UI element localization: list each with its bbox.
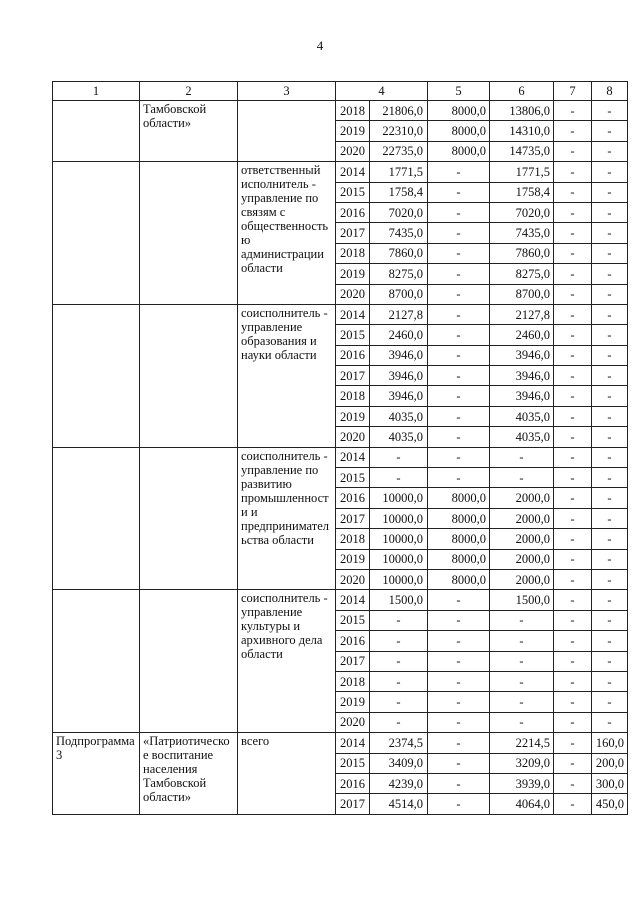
- other-cell: -: [592, 264, 628, 284]
- local-cell: -: [554, 447, 592, 467]
- regional-cell: 2000,0: [490, 549, 554, 569]
- table-row: [53, 304, 628, 324]
- federal-cell: -: [428, 223, 490, 243]
- year-cell: 2019: [336, 549, 370, 569]
- local-cell: -: [554, 325, 592, 345]
- regional-cell: 4035,0: [490, 406, 554, 426]
- other-cell: -: [592, 182, 628, 202]
- year-cell: 2016: [336, 631, 370, 651]
- regional-cell: 3939,0: [490, 773, 554, 793]
- federal-cell: -: [428, 692, 490, 712]
- column-header-8: 8: [592, 82, 628, 101]
- table-body: [53, 101, 628, 815]
- total-cell: 7435,0: [370, 223, 428, 243]
- other-cell: -: [592, 162, 628, 182]
- local-cell: -: [554, 508, 592, 528]
- federal-cell: 8000,0: [428, 529, 490, 549]
- year-cell: 2018: [336, 243, 370, 263]
- total-cell: 3946,0: [370, 345, 428, 365]
- description-cell: «Патриотическое воспитание населения Тамбовской области»: [140, 733, 238, 815]
- total-cell: -: [370, 610, 428, 630]
- total-cell: -: [370, 631, 428, 651]
- regional-cell: 2460,0: [490, 325, 554, 345]
- total-cell: 4035,0: [370, 427, 428, 447]
- regional-cell: 2000,0: [490, 488, 554, 508]
- page-number: 4: [316, 38, 324, 53]
- local-cell: -: [554, 488, 592, 508]
- total-cell: 3409,0: [370, 753, 428, 773]
- table-row: [53, 447, 628, 467]
- local-cell: -: [554, 264, 592, 284]
- year-cell: 2019: [336, 406, 370, 426]
- other-cell: -: [592, 325, 628, 345]
- local-cell: -: [554, 529, 592, 549]
- other-cell: -: [592, 304, 628, 324]
- total-cell: 1500,0: [370, 590, 428, 610]
- local-cell: -: [554, 671, 592, 691]
- other-cell: -: [592, 447, 628, 467]
- total-cell: 8275,0: [370, 264, 428, 284]
- federal-cell: -: [428, 162, 490, 182]
- federal-cell: -: [428, 304, 490, 324]
- other-cell: 300,0: [592, 773, 628, 793]
- description-cell: [140, 162, 238, 305]
- local-cell: -: [554, 651, 592, 671]
- regional-cell: -: [490, 692, 554, 712]
- federal-cell: -: [428, 264, 490, 284]
- column-header-6: 6: [490, 82, 554, 101]
- regional-cell: 13806,0: [490, 101, 554, 121]
- federal-cell: -: [428, 651, 490, 671]
- federal-cell: -: [428, 325, 490, 345]
- federal-cell: 8000,0: [428, 141, 490, 161]
- regional-cell: -: [490, 671, 554, 691]
- year-cell: 2017: [336, 508, 370, 528]
- regional-cell: 7860,0: [490, 243, 554, 263]
- regional-cell: 2214,5: [490, 733, 554, 753]
- federal-cell: -: [428, 386, 490, 406]
- regional-cell: 7435,0: [490, 223, 554, 243]
- year-cell: 2019: [336, 121, 370, 141]
- other-cell: -: [592, 671, 628, 691]
- table-row: [53, 162, 628, 182]
- total-cell: 7860,0: [370, 243, 428, 263]
- table-header: [53, 82, 628, 101]
- federal-cell: -: [428, 773, 490, 793]
- year-cell: 2018: [336, 671, 370, 691]
- federal-cell: -: [428, 712, 490, 732]
- other-cell: 200,0: [592, 753, 628, 773]
- federal-cell: 8000,0: [428, 121, 490, 141]
- year-cell: 2014: [336, 304, 370, 324]
- year-cell: 2020: [336, 141, 370, 161]
- other-cell: -: [592, 406, 628, 426]
- executor-cell: соисполнитель - управление по развитию промышленности и предпринимательства области: [238, 447, 336, 590]
- year-cell: 2017: [336, 223, 370, 243]
- regional-cell: -: [490, 712, 554, 732]
- local-cell: -: [554, 101, 592, 121]
- other-cell: -: [592, 427, 628, 447]
- other-cell: -: [592, 223, 628, 243]
- local-cell: -: [554, 631, 592, 651]
- local-cell: -: [554, 427, 592, 447]
- local-cell: -: [554, 345, 592, 365]
- other-cell: -: [592, 202, 628, 222]
- regional-cell: 2000,0: [490, 569, 554, 589]
- total-cell: 2127,8: [370, 304, 428, 324]
- year-cell: 2014: [336, 162, 370, 182]
- regional-cell: 8275,0: [490, 264, 554, 284]
- regional-cell: 8700,0: [490, 284, 554, 304]
- year-cell: 2016: [336, 345, 370, 365]
- year-cell: 2014: [336, 733, 370, 753]
- year-cell: 2016: [336, 202, 370, 222]
- table-row: [53, 101, 628, 121]
- other-cell: -: [592, 631, 628, 651]
- program-cell: [53, 162, 140, 305]
- regional-cell: 2000,0: [490, 508, 554, 528]
- regional-cell: -: [490, 447, 554, 467]
- local-cell: -: [554, 182, 592, 202]
- federal-cell: -: [428, 243, 490, 263]
- year-cell: 2020: [336, 284, 370, 304]
- description-cell: [140, 304, 238, 447]
- total-cell: -: [370, 468, 428, 488]
- regional-cell: 14310,0: [490, 121, 554, 141]
- local-cell: -: [554, 162, 592, 182]
- year-cell: 2018: [336, 386, 370, 406]
- regional-cell: 7020,0: [490, 202, 554, 222]
- regional-cell: 3946,0: [490, 366, 554, 386]
- year-cell: 2015: [336, 753, 370, 773]
- local-cell: -: [554, 284, 592, 304]
- regional-cell: 3946,0: [490, 386, 554, 406]
- federal-cell: -: [428, 427, 490, 447]
- year-cell: 2020: [336, 712, 370, 732]
- local-cell: -: [554, 549, 592, 569]
- column-header-4: 4: [336, 82, 428, 101]
- description-cell: [140, 447, 238, 590]
- federal-cell: 8000,0: [428, 569, 490, 589]
- other-cell: 450,0: [592, 794, 628, 814]
- other-cell: -: [592, 121, 628, 141]
- year-cell: 2015: [336, 610, 370, 630]
- local-cell: -: [554, 610, 592, 630]
- regional-cell: 1771,5: [490, 162, 554, 182]
- total-cell: -: [370, 692, 428, 712]
- total-cell: -: [370, 671, 428, 691]
- regional-cell: 4035,0: [490, 427, 554, 447]
- total-cell: 3946,0: [370, 366, 428, 386]
- total-cell: 10000,0: [370, 529, 428, 549]
- federal-cell: -: [428, 406, 490, 426]
- total-cell: 4035,0: [370, 406, 428, 426]
- total-cell: 22310,0: [370, 121, 428, 141]
- federal-cell: -: [428, 202, 490, 222]
- program-cell: [53, 101, 140, 162]
- year-cell: 2014: [336, 590, 370, 610]
- year-cell: 2017: [336, 794, 370, 814]
- executor-cell: соисполнитель - управление культуры и архивного дела области: [238, 590, 336, 733]
- program-cell: [53, 447, 140, 590]
- year-cell: 2020: [336, 569, 370, 589]
- year-cell: 2019: [336, 264, 370, 284]
- other-cell: -: [592, 141, 628, 161]
- total-cell: 2374,5: [370, 733, 428, 753]
- local-cell: -: [554, 366, 592, 386]
- table-row: [53, 590, 628, 610]
- total-cell: 10000,0: [370, 488, 428, 508]
- total-cell: 2460,0: [370, 325, 428, 345]
- column-header-7: 7: [554, 82, 592, 101]
- other-cell: -: [592, 284, 628, 304]
- year-cell: 2018: [336, 101, 370, 121]
- federal-cell: 8000,0: [428, 488, 490, 508]
- federal-cell: 8000,0: [428, 508, 490, 528]
- local-cell: -: [554, 468, 592, 488]
- federal-cell: -: [428, 366, 490, 386]
- other-cell: -: [592, 712, 628, 732]
- other-cell: -: [592, 468, 628, 488]
- year-cell: 2016: [336, 773, 370, 793]
- regional-cell: 1758,4: [490, 182, 554, 202]
- federal-cell: -: [428, 284, 490, 304]
- local-cell: -: [554, 141, 592, 161]
- total-cell: 8700,0: [370, 284, 428, 304]
- federal-cell: -: [428, 671, 490, 691]
- local-cell: -: [554, 223, 592, 243]
- local-cell: -: [554, 304, 592, 324]
- federal-cell: -: [428, 733, 490, 753]
- year-cell: 2015: [336, 182, 370, 202]
- total-cell: 10000,0: [370, 569, 428, 589]
- executor-cell: ответственный исполнитель - управление по связям с общественностью администрации области: [238, 162, 336, 305]
- total-cell: 10000,0: [370, 508, 428, 528]
- federal-cell: -: [428, 447, 490, 467]
- federal-cell: -: [428, 182, 490, 202]
- year-cell: 2016: [336, 488, 370, 508]
- total-cell: -: [370, 447, 428, 467]
- local-cell: -: [554, 121, 592, 141]
- description-cell: [140, 590, 238, 733]
- total-cell: 4239,0: [370, 773, 428, 793]
- other-cell: -: [592, 590, 628, 610]
- federal-cell: 8000,0: [428, 549, 490, 569]
- local-cell: -: [554, 569, 592, 589]
- total-cell: 10000,0: [370, 549, 428, 569]
- local-cell: -: [554, 733, 592, 753]
- budget-table: [52, 81, 628, 815]
- local-cell: -: [554, 243, 592, 263]
- federal-cell: -: [428, 590, 490, 610]
- description-cell: Тамбовской области»: [140, 101, 238, 162]
- regional-cell: 14735,0: [490, 141, 554, 161]
- local-cell: -: [554, 692, 592, 712]
- federal-cell: -: [428, 468, 490, 488]
- federal-cell: -: [428, 794, 490, 814]
- total-cell: 4514,0: [370, 794, 428, 814]
- other-cell: -: [592, 366, 628, 386]
- other-cell: -: [592, 508, 628, 528]
- year-cell: 2014: [336, 447, 370, 467]
- other-cell: -: [592, 345, 628, 365]
- other-cell: -: [592, 386, 628, 406]
- other-cell: -: [592, 488, 628, 508]
- local-cell: -: [554, 590, 592, 610]
- year-cell: 2017: [336, 651, 370, 671]
- year-cell: 2019: [336, 692, 370, 712]
- federal-cell: -: [428, 610, 490, 630]
- other-cell: -: [592, 610, 628, 630]
- column-header-3: 3: [238, 82, 336, 101]
- regional-cell: -: [490, 610, 554, 630]
- regional-cell: 3946,0: [490, 345, 554, 365]
- total-cell: 1771,5: [370, 162, 428, 182]
- other-cell: -: [592, 243, 628, 263]
- local-cell: -: [554, 406, 592, 426]
- program-cell: [53, 304, 140, 447]
- total-cell: -: [370, 712, 428, 732]
- year-cell: 2020: [336, 427, 370, 447]
- federal-cell: -: [428, 345, 490, 365]
- regional-cell: -: [490, 651, 554, 671]
- executor-cell: всего: [238, 733, 336, 815]
- program-cell: Подпрограмма 3: [53, 733, 140, 815]
- local-cell: -: [554, 202, 592, 222]
- column-header-1: 1: [53, 82, 140, 101]
- other-cell: -: [592, 529, 628, 549]
- executor-cell: [238, 101, 336, 162]
- local-cell: -: [554, 712, 592, 732]
- local-cell: -: [554, 794, 592, 814]
- total-cell: 3946,0: [370, 386, 428, 406]
- table-row: [53, 733, 628, 753]
- regional-cell: 3209,0: [490, 753, 554, 773]
- total-cell: 21806,0: [370, 101, 428, 121]
- regional-cell: 2000,0: [490, 529, 554, 549]
- regional-cell: 4064,0: [490, 794, 554, 814]
- column-header-5: 5: [428, 82, 490, 101]
- federal-cell: -: [428, 753, 490, 773]
- other-cell: -: [592, 101, 628, 121]
- executor-cell: соисполнитель - управление образования и науки области: [238, 304, 336, 447]
- other-cell: -: [592, 569, 628, 589]
- other-cell: -: [592, 549, 628, 569]
- total-cell: 1758,4: [370, 182, 428, 202]
- local-cell: -: [554, 773, 592, 793]
- other-cell: -: [592, 651, 628, 671]
- year-cell: 2015: [336, 468, 370, 488]
- total-cell: 7020,0: [370, 202, 428, 222]
- regional-cell: -: [490, 468, 554, 488]
- federal-cell: -: [428, 631, 490, 651]
- regional-cell: -: [490, 631, 554, 651]
- year-cell: 2018: [336, 529, 370, 549]
- column-header-2: 2: [140, 82, 238, 101]
- local-cell: -: [554, 753, 592, 773]
- year-cell: 2015: [336, 325, 370, 345]
- total-cell: -: [370, 651, 428, 671]
- header-row: [53, 82, 628, 101]
- other-cell: 160,0: [592, 733, 628, 753]
- total-cell: 22735,0: [370, 141, 428, 161]
- program-cell: [53, 590, 140, 733]
- federal-cell: 8000,0: [428, 101, 490, 121]
- regional-cell: 2127,8: [490, 304, 554, 324]
- year-cell: 2017: [336, 366, 370, 386]
- other-cell: -: [592, 692, 628, 712]
- regional-cell: 1500,0: [490, 590, 554, 610]
- local-cell: -: [554, 386, 592, 406]
